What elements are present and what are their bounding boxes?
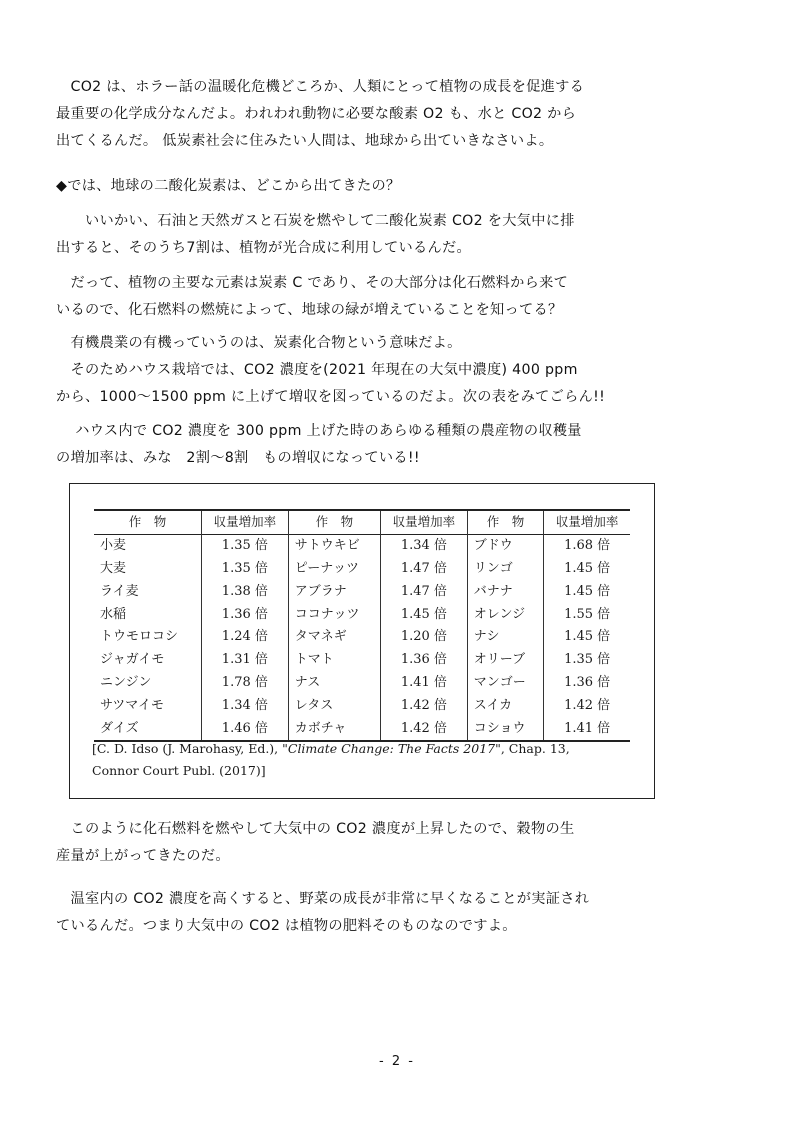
cell-crop: 小麦	[100, 538, 127, 554]
cell-crop: タマネギ	[288, 626, 380, 649]
header-crop: 作 物	[467, 510, 543, 534]
text-line: 最重要の化学成分なんだよ。われわれ動物に必要な酸素 O2 も、水と CO2 から	[56, 106, 577, 122]
table-row	[94, 603, 630, 626]
heading-text: ◆では、地球の二酸化炭素は、どこから出てきたの？	[56, 178, 401, 194]
table-row	[94, 580, 630, 603]
cell-rate: 1.20 倍	[381, 626, 468, 649]
text-line: 温室内の CO2 濃度を高くすると、野菜の成長が非常に早くなることが実証され	[56, 891, 590, 907]
cell-rate: 1.78 倍	[201, 672, 288, 695]
text-line: 出てくるんだ。 低炭素社会に住みたい人間は、地球から出ていきなさいよ。	[56, 133, 554, 149]
cell-crop: ナス	[288, 672, 380, 695]
paragraph-greenhouse	[56, 886, 656, 940]
cell-crop: コショウ	[467, 717, 543, 741]
text-line: いいかい、石油と天然ガスと石炭を燃やして二酸化炭素 CO2 を大気中に排	[56, 213, 575, 229]
text-line: 出すると、そのうち7割は、植物が光合成に利用しているんだ。	[56, 240, 471, 256]
paragraph-carbon-source	[56, 270, 656, 324]
cell-crop: トマト	[288, 649, 380, 672]
text-line: 産量が上がってきたのだ。	[56, 848, 230, 864]
paragraph-co2-emission	[56, 208, 656, 262]
cell-crop: バナナ	[467, 580, 543, 603]
cell-rate: 1.47 倍	[381, 580, 468, 603]
text-line: CO2 は、ホラー話の温暖化危機どころか、人類にとって植物の成長を促進する	[56, 79, 585, 95]
table-citation	[92, 738, 642, 782]
cell-rate: 1.35 倍	[201, 534, 288, 557]
cell-crop: ココナッツ	[288, 603, 380, 626]
paragraph-yield-increase	[56, 418, 656, 472]
text-line: いるので、化石燃料の燃焼によって、地球の緑が増えていることを知ってる？	[56, 302, 563, 318]
text-line: このように化石燃料を燃やして大気中の CO2 濃度が上昇したので、穀物の生	[56, 821, 575, 837]
cell-rate: 1.24 倍	[201, 626, 288, 649]
cell-rate: 1.36 倍	[544, 672, 630, 695]
page-number: - 2 -	[379, 1054, 415, 1069]
cell-rate: 1.41 倍	[381, 672, 468, 695]
table-row	[94, 672, 630, 695]
cell-rate: 1.36 倍	[381, 649, 468, 672]
cell-crop: ジャガイモ	[100, 652, 165, 668]
cell-crop: リンゴ	[467, 558, 543, 581]
cell-crop: 水稲	[100, 606, 127, 622]
cell-rate: 1.45 倍	[544, 558, 630, 581]
cell-crop: ダイズ	[100, 720, 139, 736]
table-header-row	[94, 510, 630, 534]
paragraph-organic-farming	[56, 330, 656, 411]
header-rate: 収量増加率	[201, 510, 288, 534]
crop-yield-table	[94, 509, 630, 742]
cell-rate: 1.38 倍	[201, 580, 288, 603]
cell-rate: 1.34 倍	[381, 534, 468, 557]
header-crop: 作 物	[288, 510, 380, 534]
paragraph-intro	[56, 74, 656, 155]
text-line: ハウス内で CO2 濃度を 300 ppm 上げた時のあらゆる種類の農産物の収穫量	[56, 423, 582, 439]
cell-crop: サツマイモ	[100, 697, 164, 713]
header-rate: 収量増加率	[544, 510, 630, 534]
text-line: だって、植物の主要な元素は炭素 C であり、その大部分は化石燃料から来て	[56, 275, 569, 291]
table-row	[94, 694, 630, 717]
text-line: の増加率は、みな 2割～8割 もの増収になっている!!	[56, 450, 420, 466]
section-heading	[56, 173, 656, 200]
cell-rate: 1.45 倍	[544, 626, 630, 649]
text-line: ているんだ。つまり大気中の CO2 は植物の肥料そのものなのですよ。	[56, 918, 517, 934]
text-line: そのためハウス栽培では、CO2 濃度を(2021 年現在の大気中濃度) 400 ppm	[56, 362, 578, 378]
cell-crop: ニンジン	[100, 674, 152, 690]
cell-rate: 1.35 倍	[544, 649, 630, 672]
cell-crop: レタス	[288, 694, 380, 717]
yield-table-figure	[69, 483, 655, 799]
table-row	[94, 649, 630, 672]
cell-crop: オリーブ	[467, 649, 543, 672]
cell-rate: 1.45 倍	[381, 603, 468, 626]
paragraph-grain-production	[56, 816, 656, 870]
citation-prefix: [C. D. Idso (J. Marohasy, Ed.),	[92, 741, 283, 756]
cell-crop: ライ麦	[100, 583, 139, 599]
cell-rate: 1.68 倍	[544, 534, 630, 557]
cell-crop: カボチャ	[288, 717, 380, 741]
citation-suffix: , Chap. 13,	[500, 741, 570, 756]
cell-crop: アブラナ	[288, 580, 380, 603]
header-rate: 収量増加率	[381, 510, 468, 534]
cell-crop: ナシ	[467, 626, 543, 649]
text-line: から、1000～1500 ppm に上げて増収を図っているのだよ。次の表をみてごらん!!	[56, 389, 606, 405]
citation-title: "Climate Change: The Facts 2017"	[282, 741, 501, 756]
cell-rate: 1.47 倍	[381, 558, 468, 581]
cell-crop: マンゴー	[467, 672, 543, 695]
cell-crop: 大麦	[100, 560, 127, 576]
cell-rate: 1.36 倍	[201, 603, 288, 626]
cell-rate: 1.42 倍	[381, 717, 468, 741]
cell-rate: 1.42 倍	[544, 694, 630, 717]
cell-rate: 1.35 倍	[201, 558, 288, 581]
table-row	[94, 626, 630, 649]
citation-line	[92, 738, 642, 760]
cell-rate: 1.55 倍	[544, 603, 630, 626]
table-row	[94, 534, 630, 557]
cell-crop: トウモロコシ	[100, 629, 179, 645]
cell-rate: 1.31 倍	[201, 649, 288, 672]
cell-crop: ブドウ	[467, 534, 543, 557]
header-crop: 作 物	[128, 514, 167, 530]
cell-crop: オレンジ	[467, 603, 543, 626]
cell-rate: 1.41 倍	[544, 717, 630, 741]
cell-rate: 1.34 倍	[201, 694, 288, 717]
cell-rate: 1.46 倍	[201, 717, 288, 741]
citation-line: Connor Court Publ. (2017)]	[92, 763, 266, 778]
cell-crop: ピーナッツ	[288, 558, 380, 581]
cell-crop: スイカ	[467, 694, 543, 717]
cell-rate: 1.42 倍	[381, 694, 468, 717]
table-row	[94, 558, 630, 581]
text-line: 有機農業の有機っていうのは、炭素化合物という意味だよ。	[56, 335, 462, 351]
cell-rate: 1.45 倍	[544, 580, 630, 603]
cell-crop: サトウキビ	[288, 534, 380, 557]
